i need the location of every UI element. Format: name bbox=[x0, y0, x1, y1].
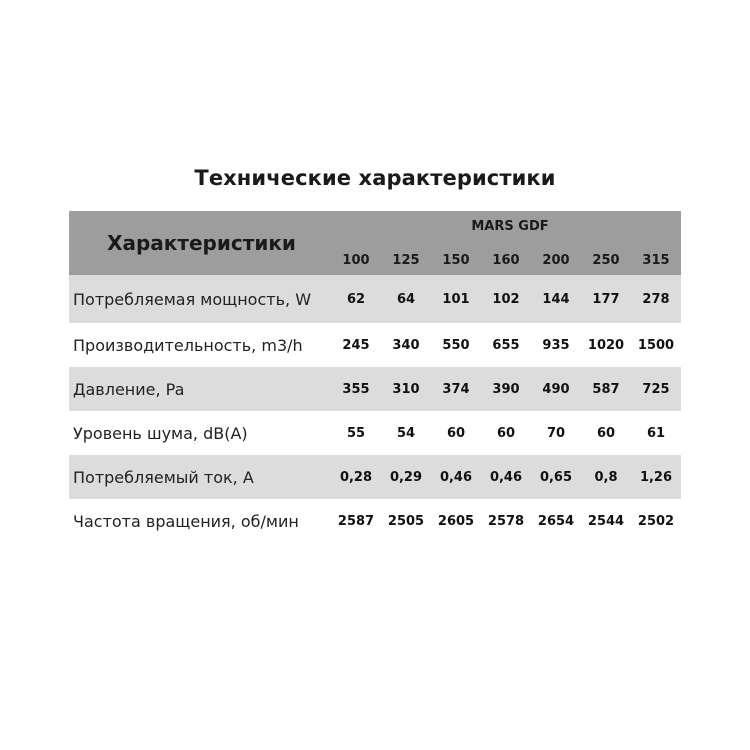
table-cell: 2502 bbox=[637, 513, 675, 529]
row-values bbox=[331, 382, 681, 397]
size-header: 100 bbox=[342, 253, 370, 268]
table-cell: 2587 bbox=[337, 513, 375, 529]
row-values bbox=[331, 514, 681, 529]
table-cell: 390 bbox=[492, 381, 520, 397]
row-values bbox=[331, 292, 681, 307]
table-cell: 355 bbox=[342, 381, 370, 397]
table-cell: 587 bbox=[592, 381, 620, 397]
table-row bbox=[69, 455, 681, 499]
table-cell: 340 bbox=[392, 337, 420, 353]
table-cell: 2654 bbox=[537, 513, 575, 529]
table-cell: 54 bbox=[396, 425, 416, 441]
page-title: Технические характеристики bbox=[194, 166, 556, 190]
table-cell: 177 bbox=[592, 291, 620, 307]
table-cell: 1,26 bbox=[639, 469, 673, 485]
row-label: Уровень шума, dB(A) bbox=[73, 423, 248, 443]
table-cell: 0,46 bbox=[439, 469, 473, 485]
table-cell: 0,8 bbox=[594, 469, 618, 485]
row-values bbox=[331, 338, 681, 353]
table-cell: 2605 bbox=[437, 513, 475, 529]
row-values bbox=[331, 426, 681, 441]
specs-table bbox=[69, 211, 681, 543]
table-cell: 101 bbox=[442, 291, 470, 307]
table-header bbox=[69, 211, 681, 275]
table-row bbox=[69, 275, 681, 323]
table-cell: 0,65 bbox=[539, 469, 573, 485]
row-label: Потребляемая мощность, W bbox=[73, 289, 312, 309]
table-row bbox=[69, 323, 681, 367]
table-cell: 70 bbox=[546, 425, 566, 441]
table-cell: 1020 bbox=[587, 337, 625, 353]
table-cell: 374 bbox=[442, 381, 470, 397]
table-cell: 0,46 bbox=[489, 469, 523, 485]
table-cell: 935 bbox=[542, 337, 570, 353]
row-label: Частота вращения, об/мин bbox=[73, 511, 299, 531]
table-cell: 144 bbox=[542, 291, 570, 307]
size-header: 200 bbox=[542, 253, 570, 268]
size-header: 125 bbox=[392, 253, 420, 268]
table-cell: 655 bbox=[492, 337, 520, 353]
table-cell: 278 bbox=[642, 291, 670, 307]
size-header-row bbox=[331, 253, 681, 268]
table-cell: 62 bbox=[346, 291, 366, 307]
row-label: Давление, Pa bbox=[73, 379, 185, 399]
row-label: Производительность, m3/h bbox=[73, 335, 303, 355]
size-header: 160 bbox=[492, 253, 520, 268]
size-header: 150 bbox=[442, 253, 470, 268]
table-row bbox=[69, 499, 681, 543]
table-cell: 0,29 bbox=[389, 469, 423, 485]
size-header: 250 bbox=[592, 253, 620, 268]
row-label: Потребляемый ток, A bbox=[73, 467, 254, 487]
table-cell: 60 bbox=[596, 425, 616, 441]
size-header: 315 bbox=[642, 253, 670, 268]
table-row bbox=[69, 411, 681, 455]
table-row bbox=[69, 367, 681, 411]
model-title: MARS GDF bbox=[471, 219, 549, 234]
row-values bbox=[331, 470, 681, 485]
table-cell: 60 bbox=[496, 425, 516, 441]
table-cell: 2578 bbox=[487, 513, 525, 529]
table-cell: 55 bbox=[346, 425, 366, 441]
table-cell: 102 bbox=[492, 291, 520, 307]
table-cell: 490 bbox=[542, 381, 570, 397]
table-cell: 60 bbox=[446, 425, 466, 441]
table-cell: 2505 bbox=[387, 513, 425, 529]
table-cell: 245 bbox=[342, 337, 370, 353]
table-cell: 2544 bbox=[587, 513, 625, 529]
table-cell: 310 bbox=[392, 381, 420, 397]
table-cell: 550 bbox=[442, 337, 470, 353]
table-cell: 64 bbox=[396, 291, 416, 307]
table-cell: 725 bbox=[642, 381, 670, 397]
table-cell: 0,28 bbox=[339, 469, 373, 485]
table-cell: 1500 bbox=[637, 337, 675, 353]
header-label: Характеристики bbox=[107, 231, 296, 255]
table-cell: 61 bbox=[646, 425, 666, 441]
